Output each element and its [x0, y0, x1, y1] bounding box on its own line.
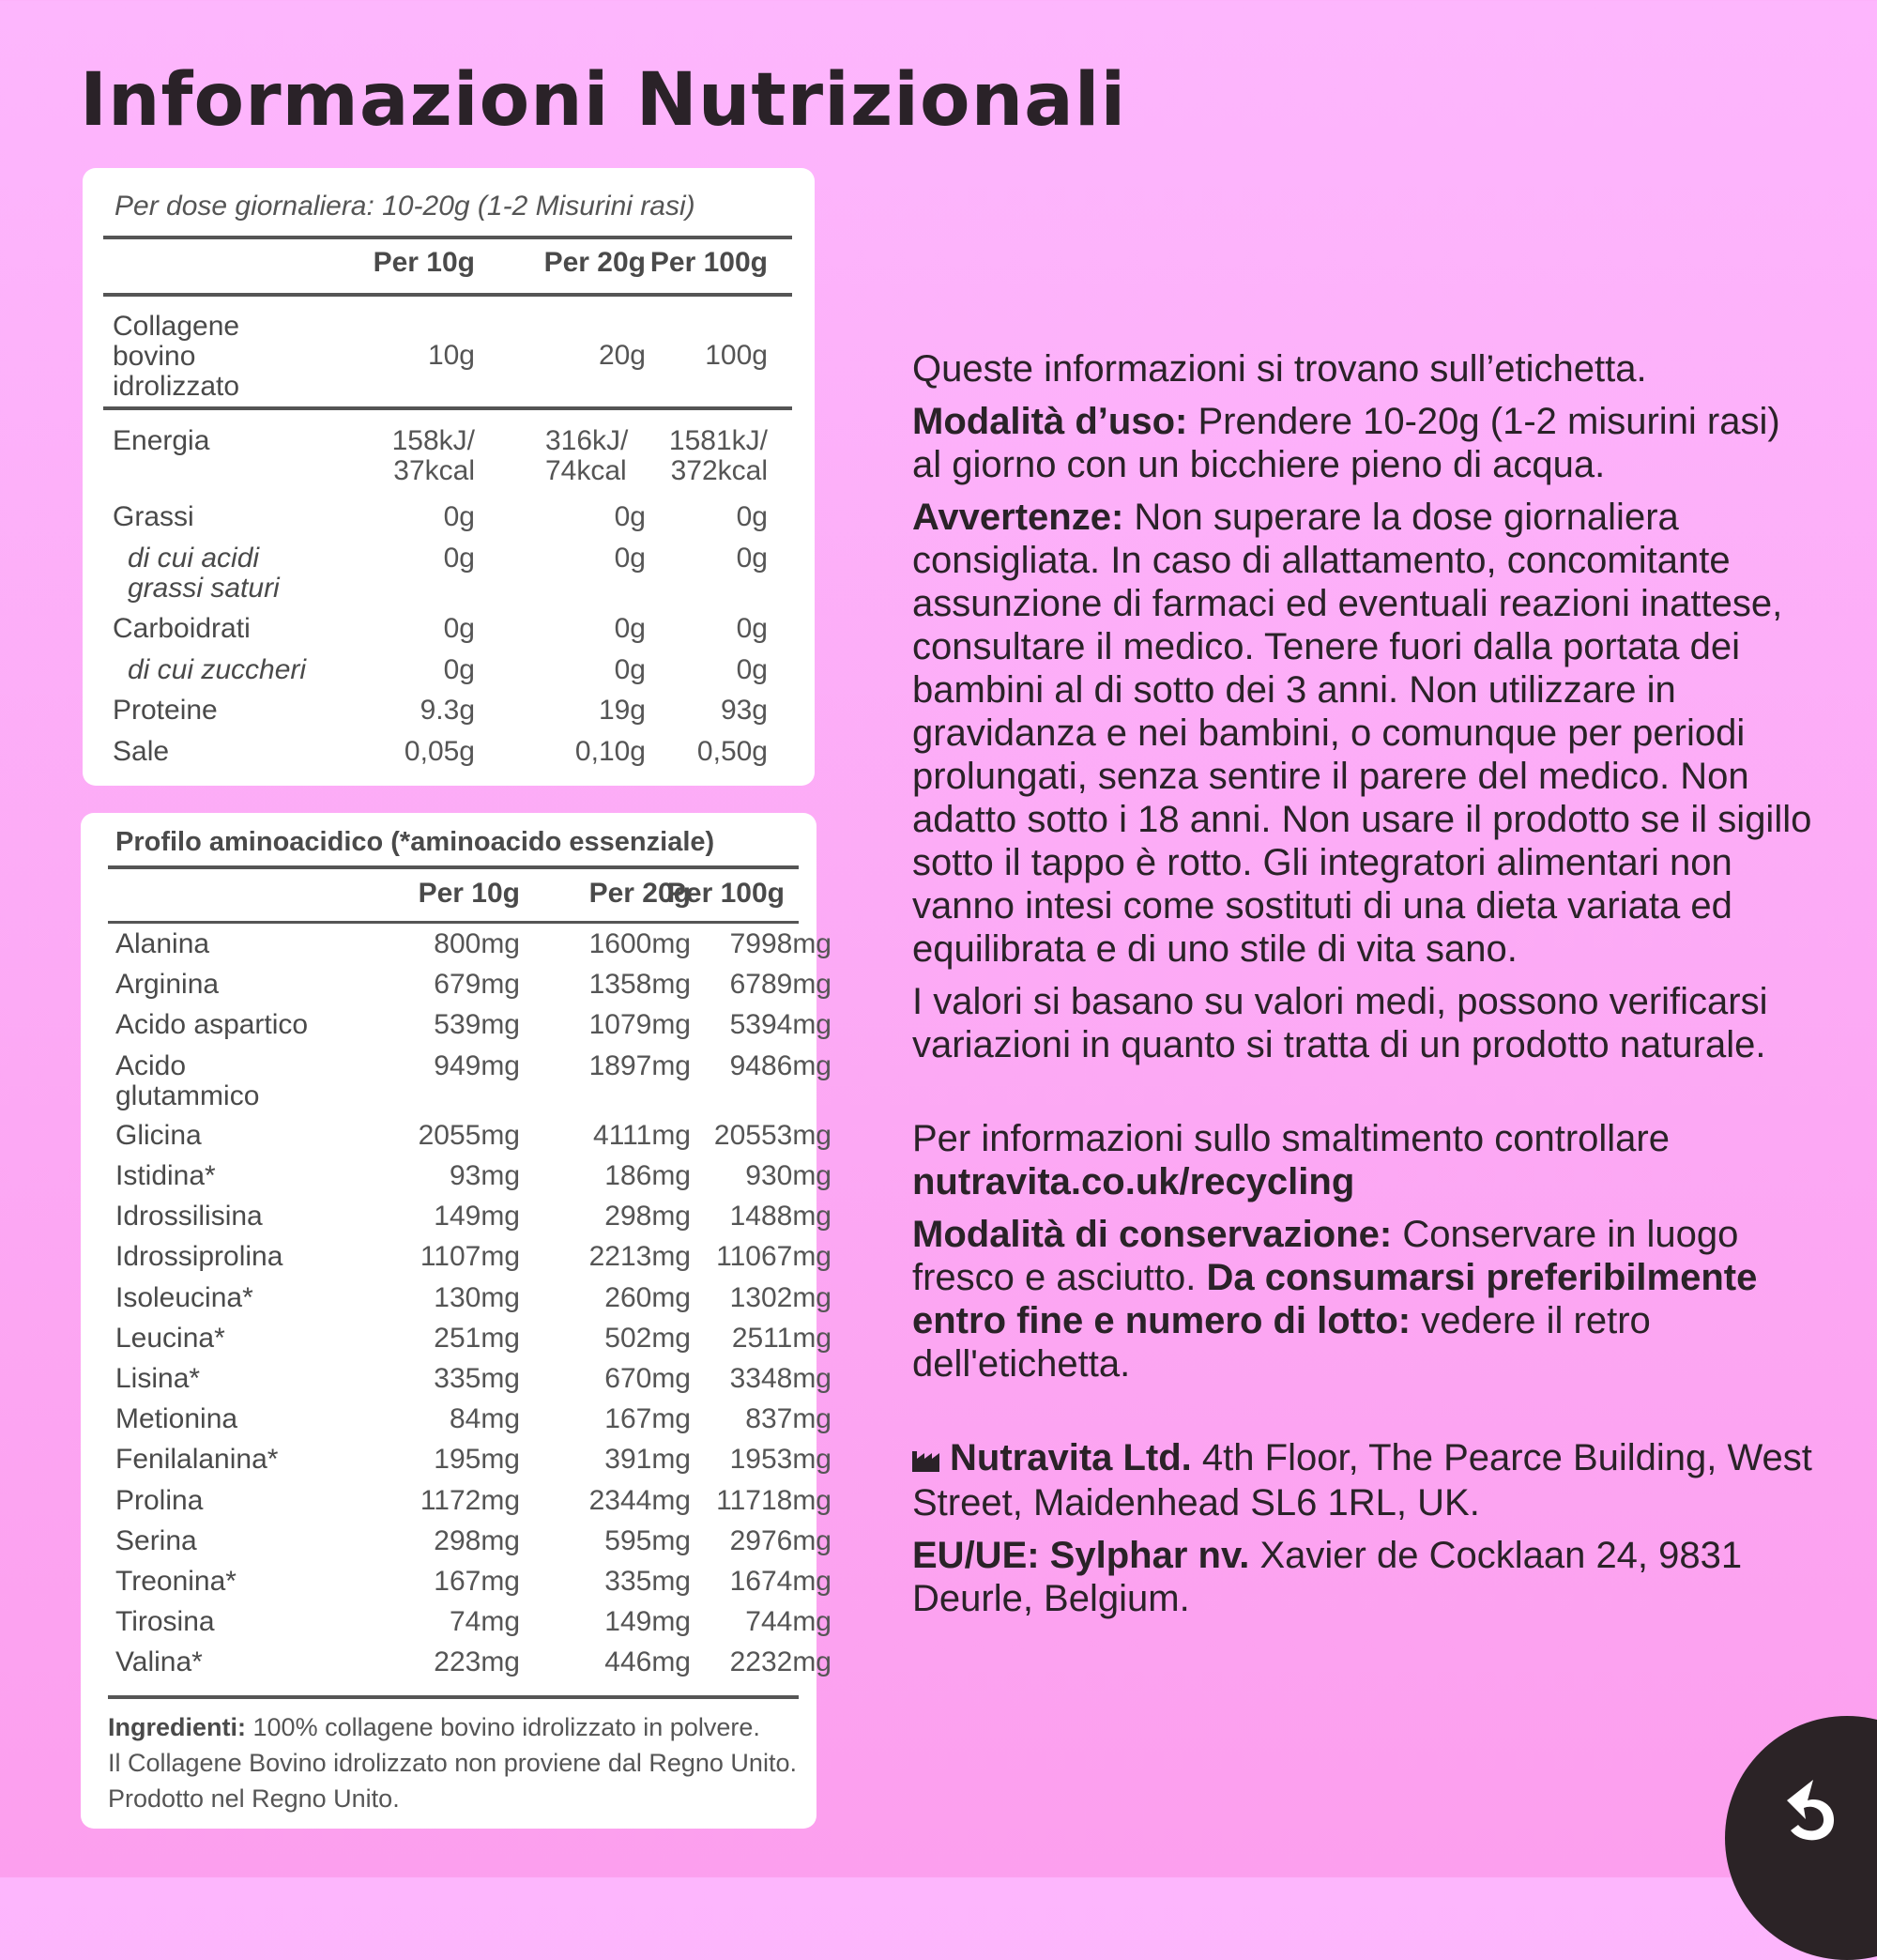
amino-row-value: 1600mg — [588, 928, 691, 959]
recycle-arrow-icon — [1781, 1772, 1847, 1847]
amino-row-value: 949mg — [434, 1049, 520, 1081]
amino-row-label: Metionina — [115, 1403, 238, 1435]
row-value: 0g — [614, 501, 646, 532]
amino-row-value: 335mg — [434, 1363, 520, 1394]
amino-row-label: Prolina — [115, 1484, 204, 1516]
best-before-text: vedere il retro dell'etichetta. — [912, 1300, 1651, 1385]
row-value: 10g — [427, 340, 475, 371]
row-value: 0g — [614, 613, 646, 644]
amino-row-label: Idrossiprolina — [115, 1241, 283, 1273]
storage-label: Modalità di conservazione: — [912, 1214, 1393, 1255]
row-value: 0g — [736, 654, 768, 685]
amino-row-label: Lisina* — [115, 1363, 201, 1394]
nutrition-table — [83, 168, 815, 786]
amino-row-value: 2055mg — [418, 1119, 520, 1151]
amino-row-value: 74mg — [449, 1606, 520, 1638]
amino-row-label: Glicina — [115, 1119, 202, 1151]
manufacturer-name: Nutravita Ltd. — [950, 1437, 1192, 1478]
eu-label: EU/UE: Sylphar nv. — [912, 1535, 1250, 1576]
usage-paragraph — [912, 400, 1813, 486]
amino-row-value: 298mg — [434, 1524, 520, 1556]
warnings-text: Non superare la dose giornaliera consigliata. In caso di allattamento, concomitante assunzione di farmaci ed eventuali reazioni inattese, consultare il medico. Tenere fuori dalla portata dei bambini al di sotto dei 3 anni. Non utilizzare in gravidanza e nei bambini, o comunque per periodi prolungati, senza sentire il parere del medico. Non adatto sotto i 18 anni. Non usare il prodotto se il sigillo sotto il tappo è rotto. Gli integratori alimentari non vanno intesi come sostituti di una dieta variata ed equilibrata e di uno stile di vita sano. — [912, 497, 1812, 970]
manufacturer-paragraph — [912, 1436, 1813, 1524]
row-value: 0g — [736, 501, 768, 532]
amino-row-label: Tirosina — [115, 1606, 215, 1638]
row-value: 1581kJ/ 372kcal — [668, 425, 768, 486]
row-value: 19g — [598, 695, 646, 726]
row-label: Sale — [113, 736, 170, 767]
column-header: Per 10g — [373, 247, 475, 278]
amino-row-value: 9486mg — [729, 1049, 832, 1081]
values-note: I valori si basano su valori medi, possono verificarsi variazioni in quanto si tratta di un prodotto naturale. — [912, 981, 1768, 1065]
recycling-link[interactable]: nutravita.co.uk/recycling — [912, 1161, 1355, 1202]
row-value: 9.3g — [420, 695, 475, 726]
divider — [103, 236, 792, 239]
amino-row-value: 6789mg — [729, 969, 832, 1001]
best-before-label: Da consumarsi preferibilmente entro fine e numero di lotto: — [912, 1257, 1758, 1341]
amino-row-value: 93mg — [449, 1160, 520, 1191]
amino-row-label: Idrossilisina — [115, 1201, 263, 1233]
row-value: 0g — [614, 543, 646, 574]
amino-row-value: 149mg — [434, 1201, 520, 1233]
amino-row-value: 3348mg — [729, 1363, 832, 1394]
storage-text: Conservare in luogo fresco e asciutto. — [912, 1214, 1739, 1298]
row-value: 93g — [720, 695, 768, 726]
amino-row-value: 84mg — [449, 1403, 520, 1435]
row-value: 316kJ/ 74kcal — [545, 425, 629, 486]
column-header: Per 20g — [543, 247, 646, 278]
amino-row-value: 2213mg — [588, 1241, 691, 1273]
amino-row-label: Istidina* — [115, 1160, 216, 1191]
row-label: Grassi — [113, 501, 194, 532]
divider — [108, 1695, 799, 1699]
amino-row-value: 186mg — [604, 1160, 691, 1191]
amino-row-value: 670mg — [604, 1363, 691, 1394]
row-value: 0g — [443, 543, 475, 574]
amino-row-value: 11067mg — [716, 1241, 832, 1273]
ingredients-text: 100% collagene bovino idrolizzato in polvere. — [252, 1713, 760, 1741]
eu-address: Xavier de Cocklaan 24, 9831 Deurle, Belgium. — [912, 1535, 1743, 1619]
amino-row-label: Alanina — [115, 928, 210, 959]
column-header: Per 20g — [588, 878, 691, 909]
row-value: 0,50g — [696, 736, 768, 767]
eu-paragraph — [912, 1534, 1813, 1620]
amino-row-value: 1953mg — [729, 1444, 832, 1476]
amino-row-value: 4111mg — [593, 1119, 691, 1151]
manufacturer-address: 4th Floor, The Pearce Building, West Street, Maidenhead SL6 1RL, UK. — [912, 1437, 1812, 1524]
amino-row-value: 1674mg — [729, 1566, 832, 1597]
nutrition-caption: Per dose giornaliera: 10-20g (1-2 Misurini rasi) — [114, 191, 695, 222]
amino-row-value: 335mg — [604, 1566, 691, 1597]
amino-row-value: 2976mg — [729, 1524, 832, 1556]
row-value: 0,05g — [404, 736, 475, 767]
disposal-paragraph — [912, 1117, 1813, 1203]
amino-row-value: 260mg — [604, 1281, 691, 1313]
amino-row-label: Acido aspartico — [115, 1009, 309, 1041]
amino-row-value: 539mg — [434, 1009, 520, 1041]
row-value: 0g — [736, 613, 768, 644]
amino-row-value: 446mg — [604, 1646, 691, 1678]
row-value: 20g — [598, 340, 646, 371]
amino-row-label: Isoleucina* — [115, 1281, 253, 1313]
usage-text: Prendere 10-20g (1-2 misurini rasi) al giorno con un bicchiere pieno di acqua. — [912, 401, 1780, 485]
amino-row-value: 744mg — [745, 1606, 832, 1638]
row-label: Carboidrati — [113, 613, 251, 644]
column-header: Per 100g — [649, 247, 768, 278]
amino-acid-table — [81, 813, 832, 1829]
row-label: di cui acidi grassi saturi — [128, 543, 280, 604]
amino-row-value: 149mg — [604, 1606, 691, 1638]
row-label: Collagene bovino idrolizzato — [113, 311, 240, 402]
divider — [103, 293, 792, 297]
amino-row-value: 1302mg — [729, 1281, 832, 1313]
row-value: 0g — [443, 613, 475, 644]
amino-row-value: 502mg — [604, 1322, 691, 1354]
amino-row-value: 1488mg — [729, 1201, 832, 1233]
row-label: Energia — [113, 425, 210, 456]
amino-row-label: Treonina* — [115, 1566, 237, 1597]
amino-row-label: Arginina — [115, 969, 220, 1001]
amino-caption: Profilo aminoacidico (*aminoacido essenziale) — [115, 827, 715, 857]
amino-row-value: 20553mg — [713, 1119, 832, 1151]
amino-row-label: Leucina* — [115, 1322, 225, 1354]
factory-icon — [912, 1438, 940, 1481]
warnings-label: Avvertenze: — [912, 497, 1124, 538]
row-value: 0g — [736, 543, 768, 574]
row-value: 0g — [443, 654, 475, 685]
amino-row-value: 837mg — [745, 1403, 832, 1435]
usage-label: Modalità d’uso: — [912, 401, 1188, 442]
amino-row-value: 251mg — [434, 1322, 520, 1354]
label-information — [912, 347, 1813, 1630]
ingredients-label: Ingredienti: — [108, 1713, 246, 1741]
amino-row-value: 223mg — [434, 1646, 520, 1678]
origin-text: Il Collagene Bovino idrolizzato non proviene dal Regno Unito. Prodotto nel Regno Unito. — [108, 1749, 797, 1813]
corner-badge — [1725, 1716, 1877, 1960]
row-value: 0g — [614, 654, 646, 685]
amino-row-label: Serina — [115, 1524, 197, 1556]
divider — [108, 865, 799, 869]
amino-row-value: 1172mg — [420, 1484, 520, 1516]
amino-row-label: Fenilalanina* — [115, 1444, 279, 1476]
storage-paragraph — [912, 1213, 1813, 1386]
row-value: 0,10g — [574, 736, 646, 767]
amino-row-value: 1358mg — [588, 969, 691, 1001]
amino-row-value: 298mg — [604, 1201, 691, 1233]
amino-row-value: 167mg — [604, 1403, 691, 1435]
amino-row-value: 130mg — [434, 1281, 520, 1313]
amino-row-value: 5394mg — [729, 1009, 832, 1041]
row-label: Proteine — [113, 695, 218, 726]
amino-row-value: 930mg — [745, 1160, 832, 1191]
amino-row-value: 2232mg — [729, 1646, 832, 1678]
amino-row-value: 800mg — [434, 928, 520, 959]
amino-row-value: 11718mg — [716, 1484, 832, 1516]
column-header: Per 10g — [418, 878, 520, 909]
warnings-paragraph — [912, 496, 1813, 971]
row-value: 100g — [705, 340, 768, 371]
divider — [108, 921, 799, 924]
amino-row-value: 2511mg — [731, 1322, 832, 1354]
divider — [103, 406, 792, 410]
disposal-text: Per informazioni sullo smaltimento controllare — [912, 1118, 1670, 1159]
amino-row-value: 1079mg — [588, 1009, 691, 1041]
intro-text: Queste informazioni si trovano sull’etichetta. — [912, 348, 1647, 390]
row-value: 158kJ/ 37kcal — [391, 425, 475, 486]
column-header: Per 100g — [666, 878, 785, 909]
amino-row-value: 1107mg — [420, 1241, 520, 1273]
amino-row-value: 7998mg — [729, 928, 832, 959]
amino-row-value: 167mg — [434, 1566, 520, 1597]
row-value: 0g — [443, 501, 475, 532]
amino-row-value: 391mg — [604, 1444, 691, 1476]
amino-row-label: Acido glutammico — [115, 1049, 260, 1111]
page-title: Informazioni Nutrizionali — [80, 58, 1127, 143]
amino-row-value: 2344mg — [588, 1484, 691, 1516]
amino-row-label: Valina* — [115, 1646, 203, 1678]
amino-row-value: 595mg — [604, 1524, 691, 1556]
amino-row-value: 195mg — [434, 1444, 520, 1476]
ingredients-note — [108, 1709, 802, 1816]
amino-row-value: 1897mg — [588, 1049, 691, 1081]
amino-row-value: 679mg — [434, 969, 520, 1001]
row-label: di cui zuccheri — [128, 654, 307, 685]
